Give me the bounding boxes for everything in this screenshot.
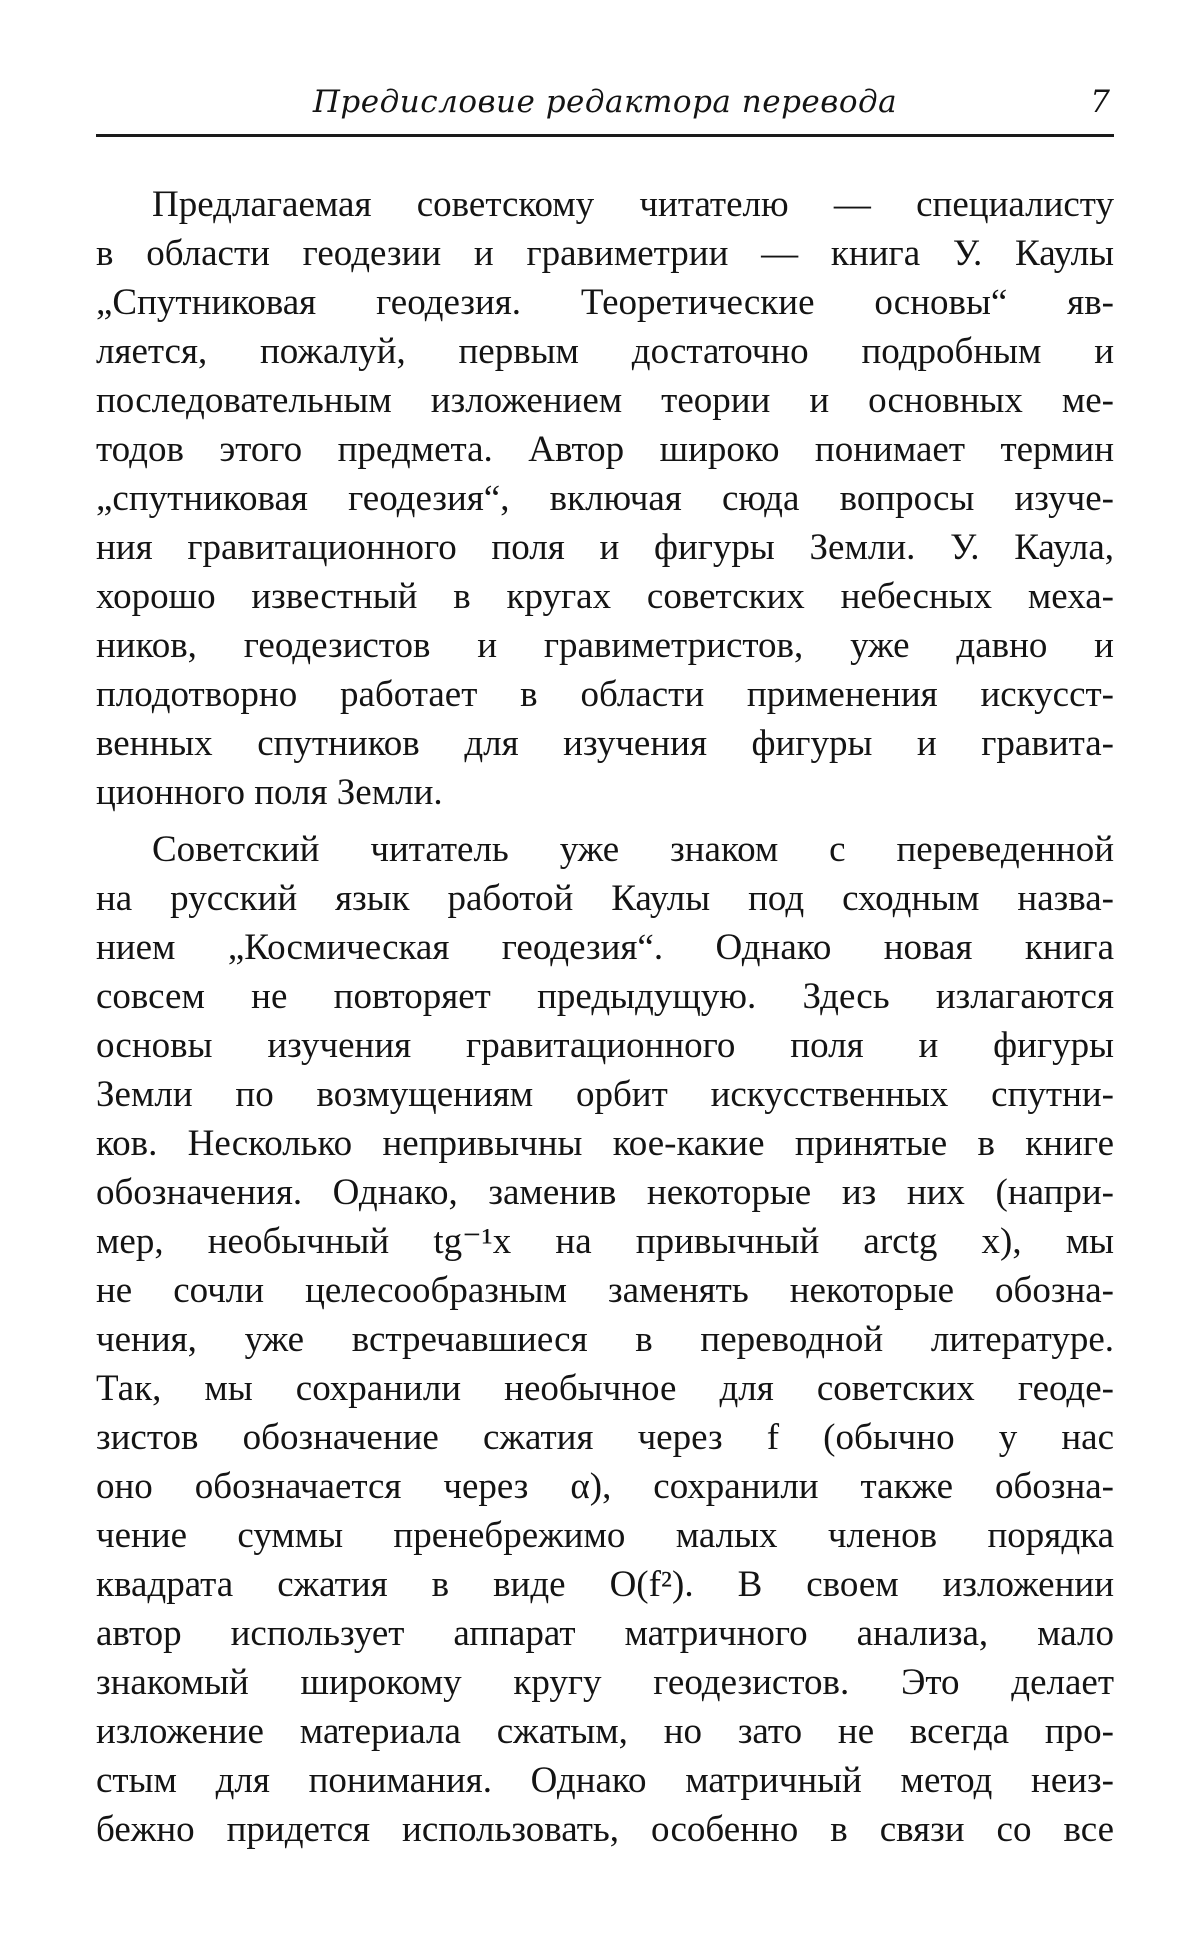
text-line: Советский читатель уже знаком с переведенной	[152, 829, 1114, 870]
text-line: зистов обозначение сжатия через f (обычно у нас	[96, 1417, 1114, 1458]
text-line: изложение материала сжатым, но зато не всегда про-	[96, 1711, 1114, 1752]
paragraph-gap	[96, 817, 1114, 825]
text-line: Предлагаемая советскому читателю — специалисту	[152, 184, 1114, 225]
running-title: Предисловие редактора перевода	[312, 84, 898, 120]
text-line: знакомый широкому кругу геодезистов. Это делает	[96, 1662, 1114, 1703]
text-line: „Спутниковая геодезия. Теоретические основы“ яв-	[96, 282, 1114, 323]
running-header	[96, 78, 1114, 137]
text-line: венных спутников для изучения фигуры и гравита-	[96, 723, 1114, 764]
text-line: обозначения. Однако, заменив некоторые из них (напри-	[96, 1172, 1114, 1213]
paragraph-2	[96, 825, 1114, 1854]
text-line: совсем не повторяет предыдущую. Здесь излагаются	[96, 976, 1114, 1017]
text-line: основы изучения гравитационного поля и фигуры	[96, 1025, 1114, 1066]
paragraph-1	[96, 180, 1114, 817]
text-line: бежно придется использовать, особенно в связи со все	[96, 1809, 1114, 1850]
text-line: ния гравитационного поля и фигуры Земли. У. Каула,	[96, 527, 1114, 568]
text-line: ников, геодезистов и гравиметристов, уже давно и	[96, 625, 1114, 666]
text-line: хорошо известный в кругах советских небесных меха-	[96, 576, 1114, 617]
text-line: ционного поля Земли.	[96, 772, 443, 813]
text-line: чение суммы пренебрежимо малых членов порядка	[96, 1515, 1114, 1556]
page-number: 7	[1090, 84, 1110, 120]
body-text	[96, 180, 1114, 1854]
text-line: Так, мы сохранили необычное для советских геоде-	[96, 1368, 1114, 1409]
text-line: оно обозначается через α), сохранили также обозна-	[96, 1466, 1114, 1507]
text-line: ляется, пожалуй, первым достаточно подробным и	[96, 331, 1114, 372]
text-line: мер, необычный tg⁻¹x на привычный arctg x), мы	[96, 1221, 1114, 1262]
text-line: автор использует аппарат матричного анализа, мало	[96, 1613, 1114, 1654]
text-line: тодов этого предмета. Автор широко понимает термин	[96, 429, 1114, 470]
text-line: Земли по возмущениям орбит искусственных спутни-	[96, 1074, 1114, 1115]
text-line: нием „Космическая геодезия“. Однако новая книга	[96, 927, 1114, 968]
text-line: не сочли целесообразным заменять некоторые обозна-	[96, 1270, 1114, 1311]
text-line: на русский язык работой Каулы под сходным назва-	[96, 878, 1114, 919]
text-line: ков. Несколько непривычны кое-какие принятые в книге	[96, 1123, 1114, 1164]
text-line: в области геодезии и гравиметрии — книга У. Каулы	[96, 233, 1114, 274]
text-line: квадрата сжатия в виде O(f²). В своем изложении	[96, 1564, 1114, 1605]
text-line: плодотворно работает в области применения искусст-	[96, 674, 1114, 715]
text-line: „спутниковая геодезия“, включая сюда вопросы изуче-	[96, 478, 1114, 519]
text-line: чения, уже встречавшиеся в переводной литературе.	[96, 1319, 1114, 1360]
text-line: стым для понимания. Однако матричный метод неиз-	[96, 1760, 1114, 1801]
text-line: последовательным изложением теории и основных ме-	[96, 380, 1114, 421]
